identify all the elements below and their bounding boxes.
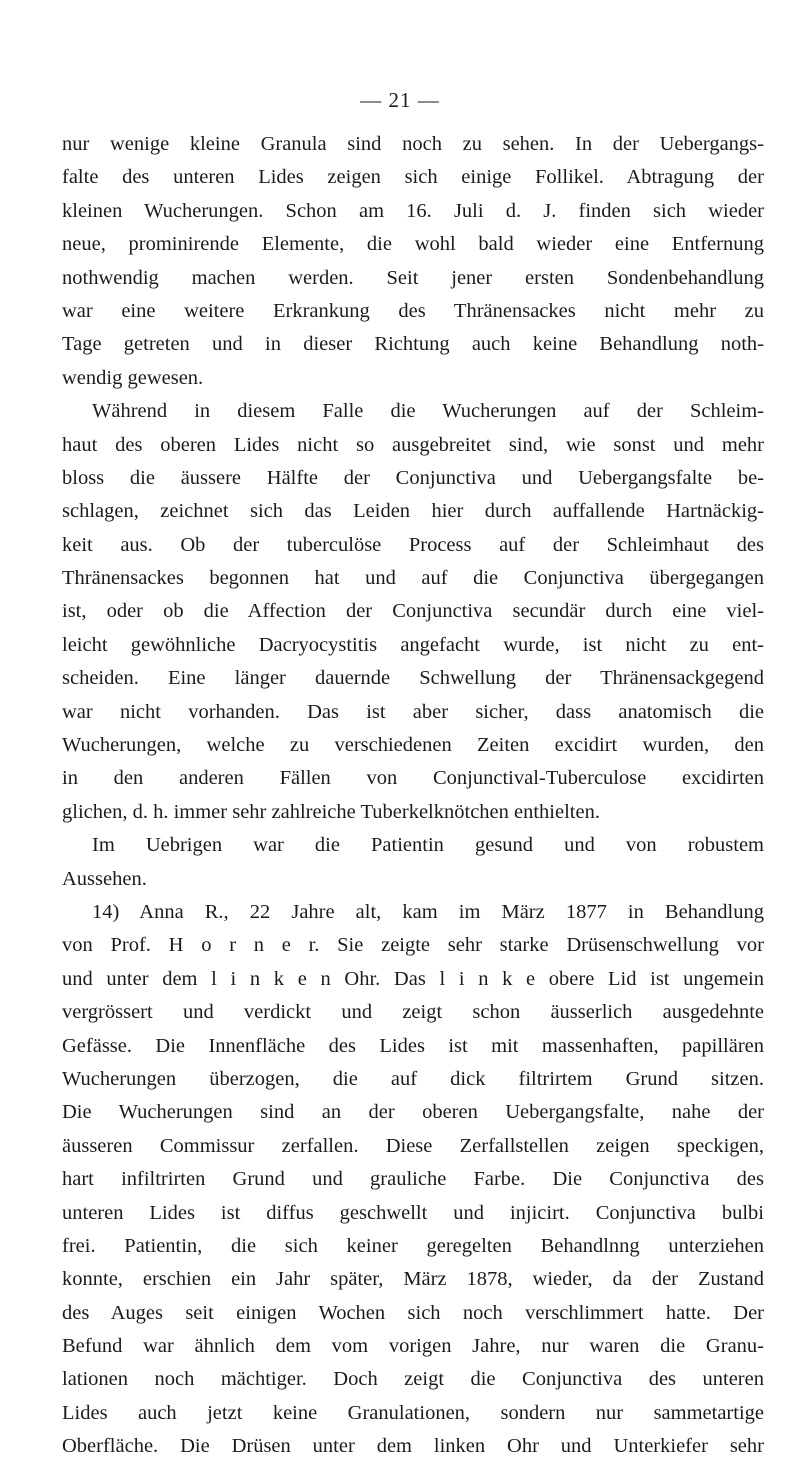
- text-line: unteren Lides ist diffus geschwellt und injicirt. Conjunctiva bulbi: [62, 1201, 764, 1224]
- text-line: des Auges seit einigen Wochen sich noch verschlimmert hatte. Der: [62, 1301, 764, 1324]
- body-text: [62, 128, 764, 1464]
- text-line: vergrössert und verdickt und zeigt schon äusserlich ausgedehnte: [62, 1001, 764, 1024]
- text-line: haut des oberen Lides nicht so ausgebreitet sind, wie sonst und mehr: [62, 433, 764, 456]
- text-line: keit aus. Ob der tuberculöse Process auf der Schleimhaut des: [62, 533, 764, 556]
- text-line: war nicht vorhanden. Das ist aber sicher, dass anatomisch die: [62, 700, 764, 723]
- text-line: leicht gewöhnliche Dacryocystitis angefacht wurde, ist nicht zu ent-: [62, 633, 764, 656]
- page-number: — 21 —: [360, 88, 440, 112]
- text-line: Oberfläche. Die Drüsen unter dem linken Ohr und Unterkiefer sehr: [62, 1435, 764, 1458]
- text-line: frei. Patientin, die sich keiner geregelten Behandlnng unterziehen: [62, 1234, 764, 1257]
- text-line: Aussehen.: [62, 867, 147, 890]
- text-line: Tage getreten und in dieser Richtung auch keine Behandlung noth-: [62, 333, 764, 356]
- text-line: in den anderen Fällen von Conjunctival-Tuberculose excidirten: [62, 767, 764, 790]
- text-line: Wucherungen überzogen, die auf dick filtrirtem Grund sitzen.: [62, 1067, 764, 1090]
- text-line: bloss die äussere Hälfte der Conjunctiva und Uebergangsfalte be-: [62, 466, 764, 489]
- text-line: kleinen Wucherungen. Schon am 16. Juli d. J. finden sich wieder: [62, 199, 764, 222]
- text-line: Gefässe. Die Innenfläche des Lides ist mit massenhaften, papillären: [62, 1034, 764, 1057]
- text-line: schlagen, zeichnet sich das Leiden hier durch auffallende Hartnäckig-: [62, 500, 764, 523]
- text-line: Während in diesem Falle die Wucherungen auf der Schleim-: [92, 400, 764, 423]
- text-line: glichen, d. h. immer sehr zahlreiche Tuberkelknötchen enthielten.: [62, 800, 600, 823]
- text-line: 14) Anna R., 22 Jahre alt, kam im März 1877 in Behandlung: [92, 900, 764, 923]
- text-line: scheiden. Eine länger dauernde Schwellung der Thränensackgegend: [62, 667, 764, 690]
- text-line: und unter dem l i n k e n Ohr. Das l i n k e obere Lid ist ungemein: [62, 967, 764, 990]
- text-line: hart infiltrirten Grund und grauliche Farbe. Die Conjunctiva des: [62, 1168, 764, 1191]
- text-line: ist, oder ob die Affection der Conjunctiva secundär durch eine viel-: [62, 600, 764, 623]
- text-line: von Prof. H o r n e r. Sie zeigte sehr starke Drüsenschwellung vor: [62, 934, 764, 957]
- text-line: äusseren Commissur zerfallen. Diese Zerfallstellen zeigen speckigen,: [62, 1134, 764, 1157]
- text-line: wendig gewesen.: [62, 366, 204, 389]
- text-line: lationen noch mächtiger. Doch zeigt die Conjunctiva des unteren: [62, 1368, 764, 1391]
- text-line: falte des unteren Lides zeigen sich einige Follikel. Abtragung der: [62, 166, 764, 189]
- text-line: Befund war ähnlich dem vom vorigen Jahre, nur waren die Granu-: [62, 1335, 764, 1358]
- text-line: war eine weitere Erkrankung des Thränensackes nicht mehr zu: [62, 299, 764, 322]
- text-line: Thränensackes begonnen hat und auf die Conjunctiva übergegangen: [62, 567, 764, 590]
- text-line: nur wenige kleine Granula sind noch zu sehen. In der Uebergangs-: [62, 133, 764, 155]
- text-line: Im Uebrigen war die Patientin gesund und von robustem: [92, 834, 764, 857]
- text-line: nothwendig machen werden. Seit jener ersten Sondenbehandlung: [62, 266, 764, 289]
- text-line: neue, prominirende Elemente, die wohl bald wieder eine Entfernung: [62, 233, 764, 256]
- text-line: konnte, erschien ein Jahr später, März 1878, wieder, da der Zustand: [62, 1268, 764, 1291]
- text-line: Lides auch jetzt keine Granulationen, sondern nur sammetartige: [62, 1401, 764, 1424]
- text-line: Die Wucherungen sind an der oberen Uebergangsfalte, nahe der: [62, 1101, 764, 1124]
- text-line: Wucherungen, welche zu verschiedenen Zeiten excidirt wurden, den: [62, 734, 764, 757]
